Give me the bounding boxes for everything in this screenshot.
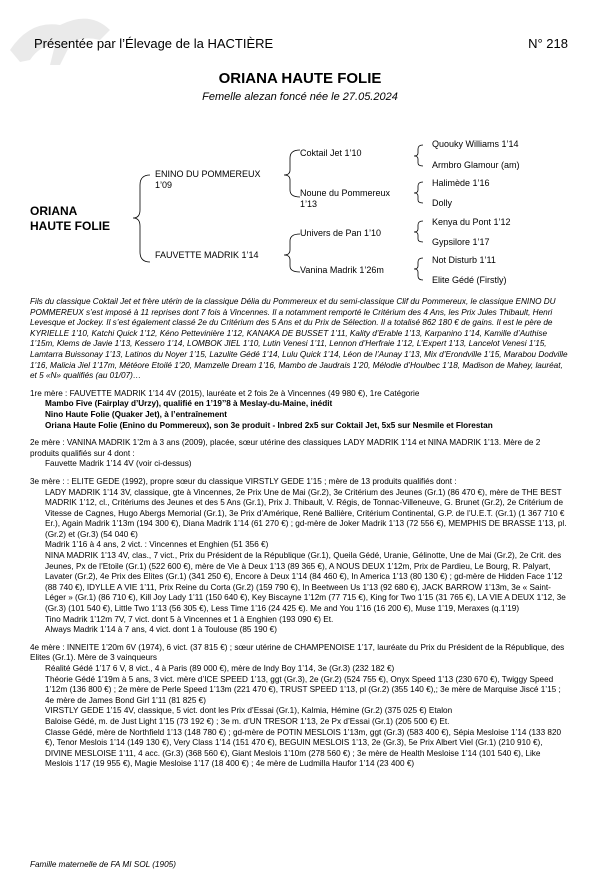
third-dam-produce: Always Madrik 1’14 à 7 ans, 4 vict. dont 1 à Toulouse (85 190 €) xyxy=(45,625,277,635)
fourth-dam-produce: Classe Gédé, mère de Northfield 1’13 (148 780 €) ; gd-mère de POTIN MESLOIS 1’13m, ggt (Gr.3) (583 400 €), Sépia Mesloise 1’14 (133 820 €), Tenor Meslois 1’14 (149 130 €), Very Class 1’14 (151 470 €), BEGUIN MESLOIS 1’13, 2e (Gr.3), 5e Prix Albert Viel (Gr.1) (210 910 €), DIVINE MESLOISE 1’11, 4 acc. (Gr.3) (368 560 €), Giant Meslois 1’10m (278 560 €) ; 3e mère de Health Mesloise 1’14 (101 540 €), Like Meslois 1’17 (19 955 €), Magie Mesloise 1’17 (18 400 €) ; 4e mère de Ludmilla Haufor 1’14 (23 400 €) xyxy=(45,727,562,769)
first-dam-produce: Nino Haute Folie (Quaker Jet), à l’entraînement xyxy=(45,409,227,419)
ancestor-dds: Not Disturb 1’11 xyxy=(432,255,496,265)
ancestor-sdd: Dolly xyxy=(432,198,453,208)
dam-name: FAUVETTE MADRIK 1’14 xyxy=(155,250,259,260)
third-dam-heading: 3e mère : : ELITE GEDE (1992), propre sœur du classique VIRSTLY GEDE 1’15 ; mère de 13 produits qualifiés dont : xyxy=(30,476,457,486)
horse-name-line1: ORIANA xyxy=(30,204,78,218)
ancestor-ddd: Elite Gédé (Firstly) xyxy=(432,275,507,285)
sire-sire: Coktail Jet 1’10 xyxy=(300,148,362,158)
sire-name: ENINO DU POMMEREUX xyxy=(155,169,261,179)
horse-title: ORIANA HAUTE FOLIE xyxy=(218,70,382,87)
second-dam-heading: 2e mère : VANINA MADRIK 1’2m à 3 ans (2009), placée, sœur utérine des classiques LADY MADRIK 1’14 et NINA MADRIK 1’13. Mère de 2 produits qualifiés sur 4 dont : xyxy=(30,438,541,458)
fourth-dam-section xyxy=(30,643,570,770)
sire-dam-line2: 1’13 xyxy=(300,199,318,209)
second-dam-section xyxy=(30,438,570,470)
fourth-dam-produce: Réalité Gédé 1’17 6 V, 8 vict., 4 à Paris (89 000 €), mère de Indy Boy 1’14, 3e (Gr.3) (232 182 €) xyxy=(45,664,395,673)
fourth-dam-produce: Théorie Gédé 1’19m à 5 ans, 3 vict. mère d’ICE SPEED 1’13, ggt (Gr.3), 2e (Gr.2) (524 755 €), Onyx Speed 1’13 (230 670 €), Twiggy Speed 1’12m (136 800 €) ; 2e mère de Perle Speed 1’13m (221 470 €), TRUST SPEED 1’13, pl (Gr.2) (355 140 €),; 3e mère de Marquise Jiscé 1’15 ; 4e mère de James Bond Girl 1’11 (81 825 €) xyxy=(45,674,561,705)
third-dam-produce: NINA MADRIK 1’13 4V, clas., 7 vict., Prix du Président de la République (Gr.1), Queila Gédé, Uranie, Gélinotte, Une de Mai (Gr.2), 2e Crit. des Jeunes, Px de l’Etoile (Gr.1) (522 600 €), mère de Vie à Deux 1’13 (89 365 €), A NOUS DEUX 1’12m, Prix de Pardieu, Le Bourg, R. Palyart, Lavater (Gr.2), 4e Prix des Elites (Gr.1) (341 250 €), Encore à Deux 1’14 (84 460 €), In America 1’13 (80 130 €) ; gd-mère de Hidden Face 1’12 (88 740 €), IDYLLE A VIE 1’11, Prix Reine du Corta (Gr.2) (159 790 €), In Beetween Us 1’13 (92 680 €), JACK BARROW 1’13m, 3e « Saint-Léger » (Gr.1) (86 710 €), Kill Joy Lady 1’11 (150 640 €), Key Biscayne 1’12m (77 715 €), King for Two 1’15 (31 765 €), LA VIE A DEUX 1’12, 3e (Gr.3) (101 540 €), Little Two 1’13 (56 305 €), Less Time 1’16 (24 425 €). Me and You 1’16 (16 200 €), Muse 1’19, Meraxes (q.1’19) xyxy=(45,551,566,614)
catalog-text xyxy=(30,297,570,770)
sire-intro-paragraph: Fils du classique Coktail Jet et frère utérin de la classique Délia du Pommereux et du semi-classique Clif du Pommereux, le classique ENINO DU POMMEREUX s’est imposé à 11 reprises dont 7 fois à Vincennes. Il a notamment remporté le Critérium des 4 Ans, les Prix Jules Thibault, Henri Levesque et Jockey. Il s’est également classé 2e du Critérium des 5 Ans et du Prix de Sélection. Il a totalisé 862 180 € de gains. Il est le père de KYRIELLE 1’10, Katchi Quick 1’12, Kéno Pettevinière 1’12, KANAKA DE BUSSET 1’11, Kality d’Erable 1’13, Karpanino 1’14, Kamille d’Authise 1’15m, Klems de Javie 1’13, Kessero 1’14, LOMBOK JIEL 1’10, Lutin Venesi 1’11, Lennon d’Herfraie 1’12, L’Expert 1’13, Lancelot Venesi 1’15, Lamtarra Buissonay 1’13, Latinos du Noyer 1’15, Lazulite Gédé 1’14, Lulu Quick 1’14, Léon de l’Aunay 1’13, Mix d’Erondville 1’15, Marabou Dodville 1’16, Malicia Jiel 1’17m, Météore Etoilé 1’20, Mamzelle Dream 1’16, Mambo de Jaudrais 1’20, Mélodie d’Houlbec 1’18, Madison de Mahey, lauréat, et 5 «N» qualifiés (au 01/07)… xyxy=(30,297,568,381)
ancestor-dss: Kenya du Pont 1’12 xyxy=(432,217,511,227)
ancestor-ssd: Armbro Glamour (am) xyxy=(432,160,520,170)
first-dam-section xyxy=(30,389,570,431)
pedigree-chart xyxy=(0,0,600,290)
sire-dam-line1: Noune du Pommereux xyxy=(300,188,391,198)
first-dam-produce: Mambo Five (Fairplay d’Urzy), qualifié en 1’19’’8 à Meslay-du-Maine, inédit xyxy=(45,399,333,409)
fourth-dam-produce: VIRSTLY GEDE 1’15 4V, classique, 5 vict. dont les Prix d’Essai (Gr.1), Kalmia, Hémine (Gr.2) (375 025 €) Etalon xyxy=(45,706,453,716)
third-dam-produce: Madrik 1’16 à 4 ans, 2 vict. : Vincennes et Enghien (51 356 €) xyxy=(45,540,269,550)
fourth-dam-produce: Baloise Gédé, m. de Just Light 1’15 (73 192 €) ; 3e m. d’UN TRESOR 1’13, 2e Px d’Essai (Gr.1) (205 500 €) Et. xyxy=(45,716,450,726)
presenter-label: Présentée par l’Élevage de la HACTIÈRE xyxy=(34,36,274,51)
fourth-dam-heading: 4e mère : INNEITE 1’20m 6V (1974), 6 vict. (37 815 €) ; sœur utérine de CHAMPENOISE 1’17, lauréate du Prix du Président de la République, des Elites (Gr.1). Mère de 3 vainqueurs xyxy=(30,642,565,663)
first-dam-produce: Oriana Haute Folie (Enino du Pommereux), son 3e produit - Inbred 2x5 sur Coktail Jet, 5x5 sur Nesmile et Florestan xyxy=(45,420,493,430)
lot-number: N° 218 xyxy=(528,36,568,51)
sire-record: 1’09 xyxy=(155,180,173,190)
third-dam-produce: LADY MADRIK 1’14 3V, classique, gte à Vincennes, 2e Prix Une de Mai (Gr.2), 3e Critérium des Jeunes (Gr.1) (86 470 €), mère de THE BEST MADRIK 1’12, cl., Critériums des Jeunes et des 5 Ans (Gr.1), Prix J. Thibault, V. Régis, de Tonnac-Villeneuve, G. Brunet (Gr.2), 2e Critérium de Vitesse de Cagnes, Hugo Abergs Memorial (Gr.1), 3e Prix d’Amérique, René Ballière, Critérium Continental, G.P. de l’U.E.T. (Gr.1) (1 367 710 € Er.), Again Madrik 1’13m (194 300 €), Diana Madrik 1’14 (61 270 €) ; gd-mère de Joker Madrik 1’13 (72 556 €), MEMPHIS DE BRASSE 1’13, pl. (Gr.2) et (Gr.3) (54 040 €) xyxy=(45,487,567,539)
horse-description: Femelle alezan foncé née le 27.05.2024 xyxy=(202,91,398,103)
watermark-horse-icon xyxy=(0,0,120,70)
second-dam-produce: Fauvette Madrik 1’14 4V (voir ci-dessus) xyxy=(45,459,192,469)
dam-sire: Univers de Pan 1’10 xyxy=(300,228,382,238)
third-dam-produce: Tino Madrik 1’12m 7V, 7 vict. dont 5 à Vincennes et 1 à Enghien (193 090 €) Et. xyxy=(45,614,334,624)
dam-dam: Vanina Madrik 1’26m xyxy=(300,265,384,275)
third-dam-section xyxy=(30,477,570,636)
first-dam-heading: 1re mère : FAUVETTE MADRIK 1’14 4V (2015), lauréate et 2 fois 2e à Vincennes (49 980 €), 1re Catégorie xyxy=(30,388,420,398)
horse-name-line2: HAUTE FOLIE xyxy=(30,219,110,233)
maternal-family: Famille maternelle de FA MI SOL (1905) xyxy=(30,860,176,869)
ancestor-sds: Halimède 1’16 xyxy=(432,178,490,188)
ancestor-dsd: Gypsilore 1’17 xyxy=(432,237,490,247)
ancestor-sss: Quouky Williams 1’14 xyxy=(432,139,519,149)
